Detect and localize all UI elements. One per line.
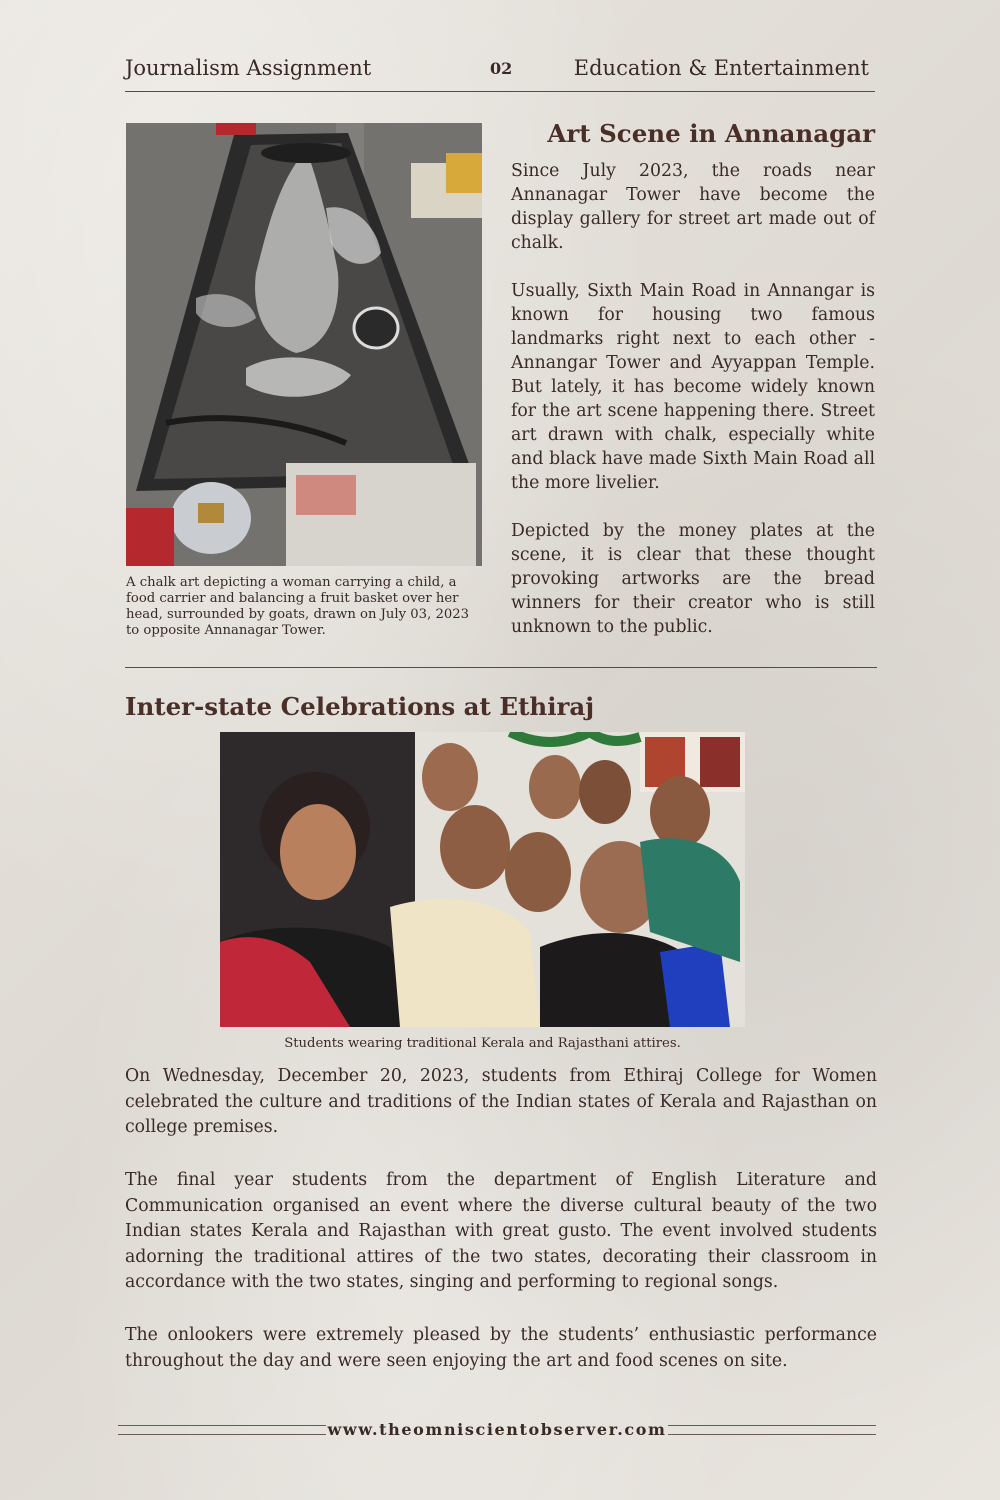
footer-website-url: www.theomniscientobserver.com [327, 1420, 667, 1439]
article2-paragraph-3: The onlookers were extremely pleased by the students’ enthusiastic performance throughout the day and were seen enjoying the art and food scenes on site. [125, 1325, 877, 1371]
header-left-label: Journalism Assignment [125, 56, 372, 80]
article1-paragraph-1: Since July 2023, the roads near Annanagar Tower have become the display gallery for street art made out of chalk. [511, 161, 875, 253]
article2-paragraph-1: On Wednesday, December 20, 2023, students from Ethiraj College for Women celebrated the culture and traditions of the Indian states of Kerala and Rajasthan on college premises. [125, 1066, 877, 1137]
article2-title: Inter-state Celebrations at Ethiraj [125, 692, 595, 721]
article1-title: Art Scene in Annanagar [547, 119, 875, 148]
article2-paragraph-2: The final year students from the department of English Literature and Communication organised an event where the diverse cultural beauty of the two Indian states Kerala and Rajasthan with great gusto. The event involved students adorning the traditional attires of the two states, decorating their classroom in accordance with the two states, singing and performing to regional songs. [125, 1170, 877, 1292]
article1-paragraph-2: Usually, Sixth Main Road in Annangar is known for housing two famous landmarks right next to each other - Annangar Tower and Ayyappan Temple. But lately, it has become widely known for the art scene happening there. Street art drawn with chalk, especially white and black have made Sixth Main Road all the more livelier. [511, 281, 875, 493]
section-divider [125, 667, 877, 668]
chalk-art-photo [126, 123, 482, 566]
chalk-art-illustration [126, 123, 482, 566]
page-number: 02 [490, 59, 513, 78]
students-photo-caption: Students wearing traditional Kerala and Rajasthani attires. [284, 1036, 681, 1051]
footer [118, 1420, 876, 1440]
article1-paragraph-3: Depicted by the money plates at the scene, it is clear that these thought provoking artworks are the bread winners for their creator who is still unknown to the public. [511, 521, 875, 637]
chalk-art-caption: A chalk art depicting a woman carrying a child, a food carrier and balancing a fruit basket over her head, surrounded by goats, drawn on July 03, 2023 to opposite Annanagar Tower. [126, 575, 470, 638]
students-illustration [220, 732, 745, 1027]
header-divider [125, 91, 875, 92]
students-group-photo [220, 732, 745, 1027]
header-right-label: Education & Entertainment [573, 56, 869, 80]
